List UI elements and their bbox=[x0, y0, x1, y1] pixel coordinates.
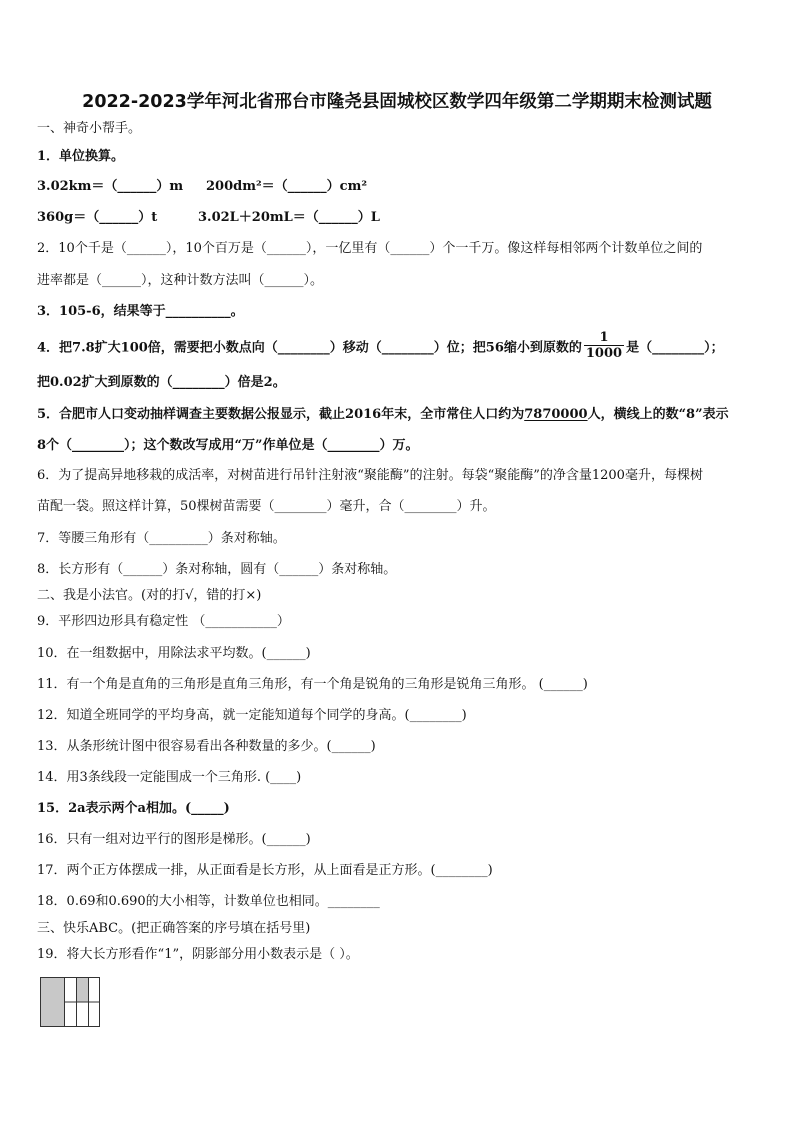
section-3-heading: 三、快乐ABC。(把正确答案的序号填在括号里) bbox=[37, 921, 311, 936]
question-9: 9．平形四边形具有稳定性 （___________） bbox=[37, 614, 290, 629]
question-5-text-a: 5．合肥市人口变动抽样调查主要数据公报显示，截止2016年末，全市常住人口约为 bbox=[37, 407, 525, 422]
question-2-line-2: 进率都是（______），这种计数方法叫（______）。 bbox=[37, 273, 324, 288]
question-4-line-2: 把0.02扩大到原数的（________）倍是2。 bbox=[37, 375, 286, 390]
question-10: 10．在一组数据中，用除法求平均数。(______) bbox=[37, 646, 311, 661]
question-14: 14．用3条线段一定能围成一个三角形. (____) bbox=[37, 770, 302, 785]
section-2-heading: 二、我是小法官。(对的打√，错的打×) bbox=[37, 588, 262, 603]
question-16: 16．只有一组对边平行的图形是梯形。(______) bbox=[37, 832, 311, 847]
fraction-denominator: 1000 bbox=[585, 346, 623, 361]
question-3: 3．105-6，结果等于__________。 bbox=[37, 304, 244, 319]
question-13: 13．从条形统计图中很容易看出各种数量的多少。(______) bbox=[37, 739, 376, 754]
question-17: 17．两个正方体摆成一排，从正面看是长方形，从上面看是正方形。(________) bbox=[37, 863, 493, 878]
section-1-heading: 一、神奇小帮手。 bbox=[37, 121, 142, 136]
question-1-item-d: 3.02L＋20mL＝（______）L bbox=[198, 210, 380, 225]
question-5-text-b: 人，横线上的数“8”表示 bbox=[587, 407, 729, 422]
shaded-column-1 bbox=[41, 978, 54, 1027]
question-18: 18．0.69和0.690的大小相等，计数单位也相同。________ bbox=[37, 894, 380, 909]
question-4-text-b: 是（________）； bbox=[626, 340, 724, 356]
question-7: 7．等腰三角形有（_________）条对称轴。 bbox=[37, 531, 286, 546]
population-number: 7870000 bbox=[524, 407, 588, 422]
question-11: 11．有一个角是直角的三角形是直角三角形，有一个角是锐角的三角形是锐角三角形。 (______) bbox=[37, 677, 588, 692]
shaded-column-2 bbox=[54, 978, 65, 1027]
question-19: 19．将大长方形看作“1”，阴影部分用小数表示是（ ）。 bbox=[37, 947, 359, 962]
question-1-heading: 1．单位换算。 bbox=[37, 149, 125, 164]
question-1-item-b: 200dm²＝（______）cm² bbox=[206, 179, 368, 194]
fraction-numerator: 1 bbox=[584, 330, 624, 346]
page-title: 2022-2023学年河北省邢台市隆尧县固城校区数学四年级第二学期期末检测试题 bbox=[82, 92, 712, 112]
question-6-line-1: 6．为了提高异地移栽的成活率，对树苗进行吊针注射液“聚能酶”的注射。每袋“聚能酶”的净含量1200毫升，每棵树 bbox=[37, 468, 703, 483]
question-12: 12．知道全班同学的平均身高，就一定能知道每个同学的身高。(________) bbox=[37, 708, 467, 723]
fraction-one-thousandth bbox=[584, 330, 624, 362]
question-5-line-2: 8个（________）；这个数改写成用“万”作单位是（________）万。 bbox=[37, 438, 419, 453]
shaded-cell-top bbox=[77, 978, 89, 1003]
question-15: 15．2a表示两个a相加。(_____) bbox=[37, 801, 230, 816]
question-1-item-c: 360g＝（______）t bbox=[37, 210, 158, 225]
question-4-text-a: 4．把7.8扩大100倍，需要把小数点向（________）移动（________）位；把56缩小到原数的 bbox=[37, 340, 582, 356]
question-6-line-2: 苗配一袋。照这样计算，50棵树苗需要（________）毫升，合（________）升。 bbox=[37, 499, 496, 514]
question-8: 8．长方形有（______）条对称轴，圆有（______）条对称轴。 bbox=[37, 562, 397, 577]
question-2-line-1: 2．10个千是（______），10个百万是（______），一亿里有（______）个一千万。像这样每相邻两个计数单位之间的 bbox=[37, 241, 703, 256]
shaded-rectangle-figure bbox=[40, 977, 100, 1027]
question-5-line-1 bbox=[37, 406, 729, 424]
question-4-line-1 bbox=[37, 332, 724, 364]
rectangle-diagram bbox=[40, 977, 100, 1027]
question-1-item-a: 3.02km＝（______）m bbox=[37, 179, 184, 194]
